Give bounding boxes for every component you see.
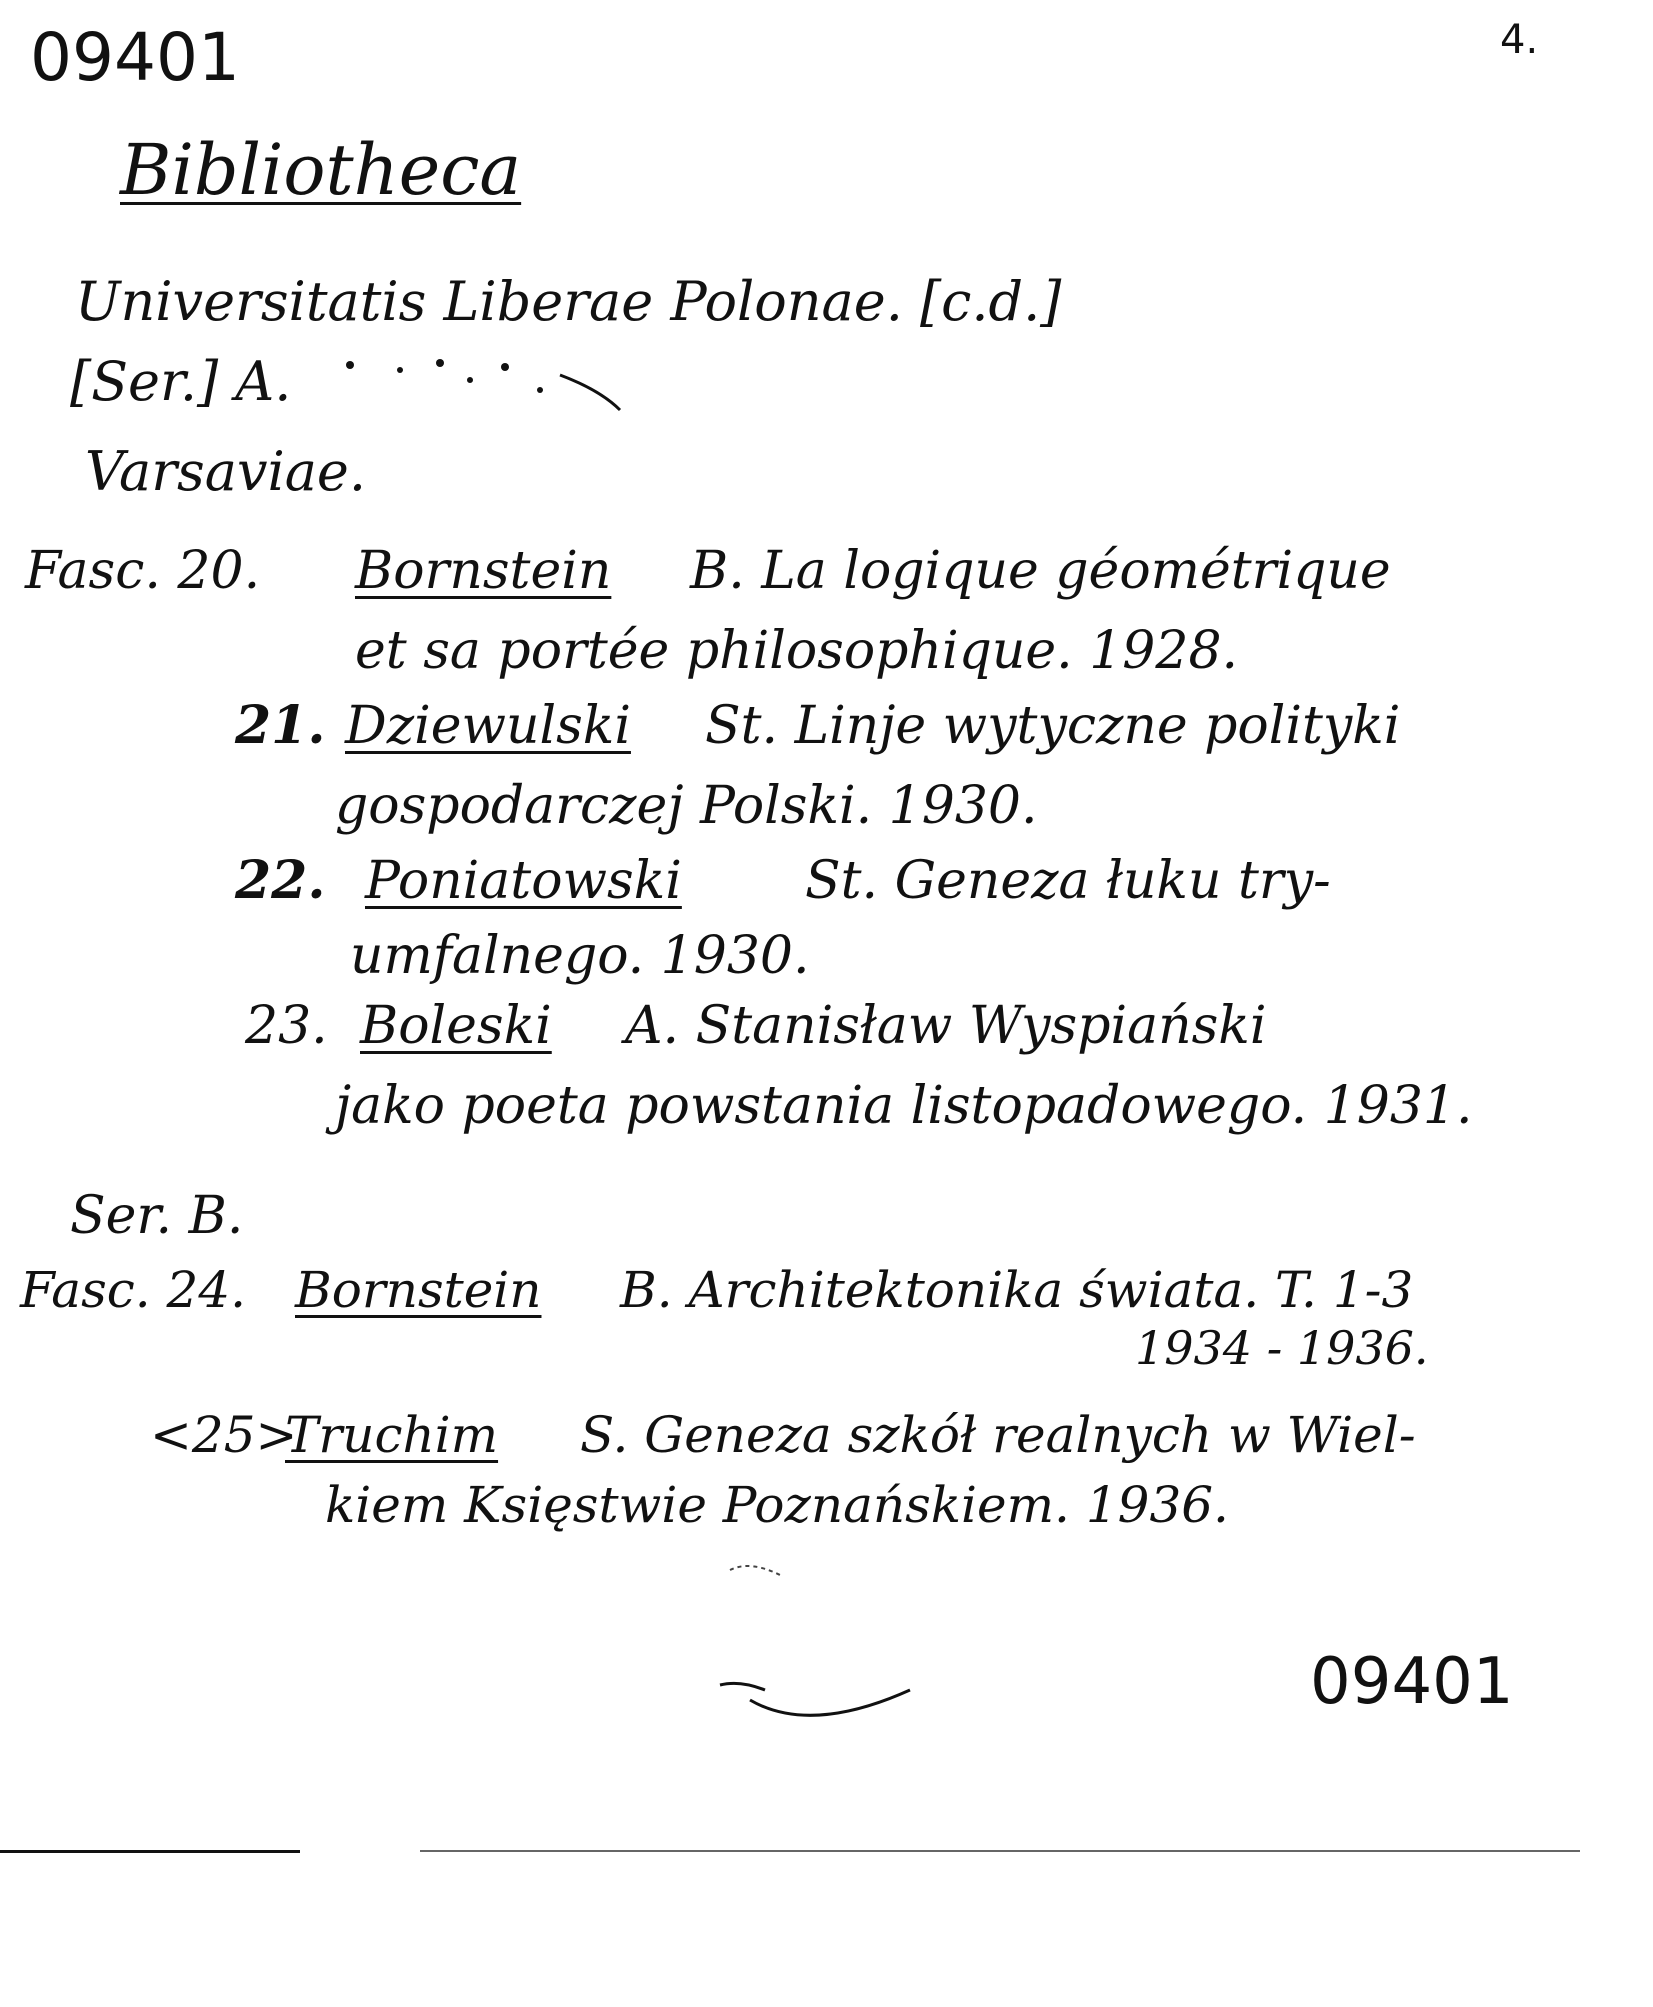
entry-22-fasc: 22. bbox=[235, 850, 326, 911]
entry-23-author: Boleski bbox=[360, 996, 552, 1056]
entry-20-line1: B. La logique géométrique bbox=[690, 541, 1391, 601]
entry-21-author: Dziewulski bbox=[345, 696, 631, 756]
entry-21-fasc: 21. bbox=[235, 695, 326, 756]
entry-24-line1: B. Architektonika świata. T. 1-3 bbox=[620, 1261, 1414, 1319]
entry-25-author: Truchim bbox=[285, 1406, 499, 1464]
entry-24-line2: 1934 - 1936. bbox=[1135, 1321, 1429, 1375]
page-number: 4. bbox=[1500, 17, 1539, 63]
pencil-mark bbox=[710, 1550, 930, 1740]
card-title: Bibliotheca bbox=[120, 129, 522, 211]
entry-25-line1: S. Geneza szkół realnych w Wiel- bbox=[580, 1406, 1416, 1464]
entry-22-line1: St. Geneza łuku try- bbox=[805, 851, 1331, 911]
entry-23-fasc: 23. bbox=[245, 996, 328, 1056]
series-a-label: [Ser.] A. bbox=[70, 350, 292, 413]
entry-21-line1: St. Linje wytyczne polityki bbox=[705, 696, 1401, 756]
entry-20-author: Bornstein bbox=[355, 541, 612, 601]
entry-20-fasc: Fasc. 20. bbox=[25, 541, 261, 601]
entry-24-fasc: Fasc. 24. bbox=[20, 1261, 247, 1319]
card-number-top: 09401 bbox=[30, 19, 240, 96]
entry-21-line2: gospodarczej Polski. 1930. bbox=[335, 776, 1038, 836]
entry-22-line2: umfalnego. 1930. bbox=[350, 926, 810, 986]
entry-22-author: Poniatowski bbox=[365, 851, 682, 911]
entry-23-line2: jako poeta powstania listopadowego. 1931. bbox=[335, 1076, 1473, 1136]
card-number-bottom: 09401 bbox=[1310, 1645, 1514, 1719]
bottom-rule-left bbox=[0, 1850, 300, 1853]
entry-25-line2: kiem Księstwie Poznańskiem. 1936. bbox=[325, 1476, 1229, 1534]
entry-24-author: Bornstein bbox=[295, 1261, 542, 1319]
ink-smudge bbox=[330, 345, 630, 415]
entry-20-line2: et sa portée philosophique. 1928. bbox=[355, 621, 1239, 681]
card-subtitle: Universitatis Liberae Polonae. [c.d.] bbox=[75, 270, 1062, 333]
place-label: Varsaviae. bbox=[85, 440, 367, 503]
series-b-label: Ser. B. bbox=[70, 1186, 244, 1246]
bottom-rule-right bbox=[420, 1850, 1580, 1852]
entry-25-fasc: <25> bbox=[150, 1406, 298, 1464]
entry-23-line1: A. Stanisław Wyspiański bbox=[625, 996, 1267, 1056]
